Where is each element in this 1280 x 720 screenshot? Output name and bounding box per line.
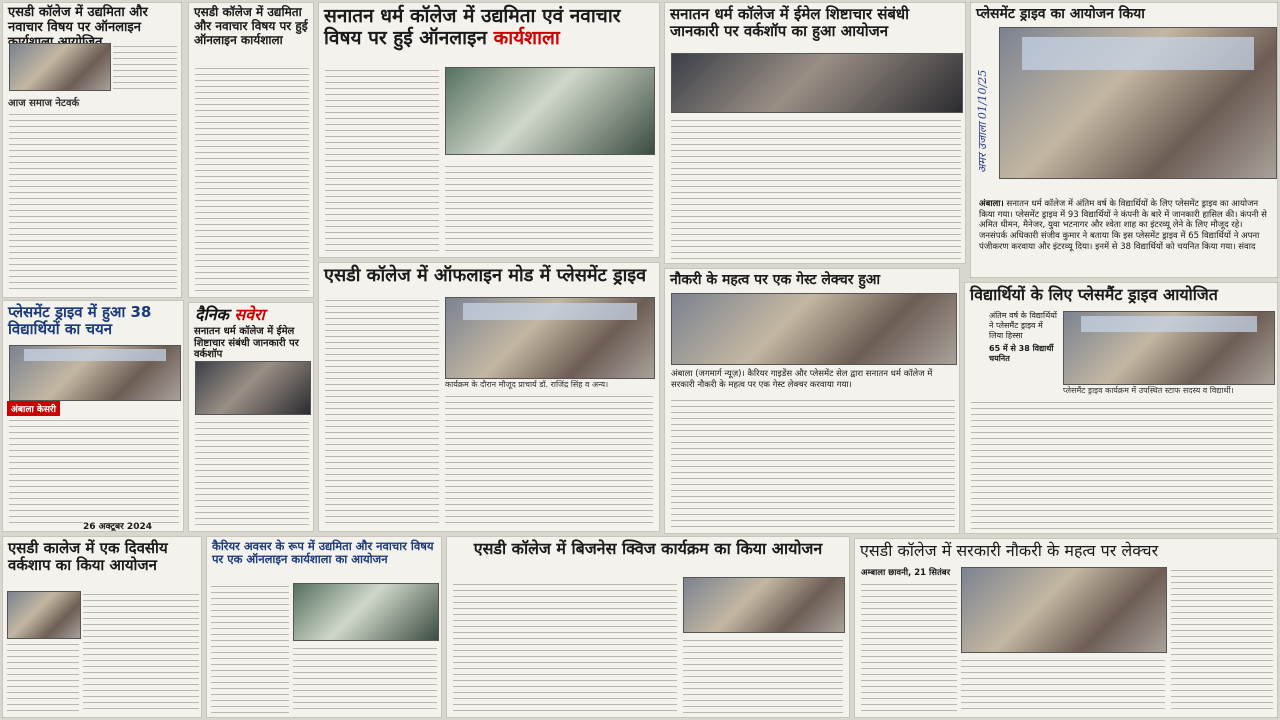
article-body: [979, 199, 1273, 252]
edition: अंबाला केसरी: [7, 401, 60, 416]
headline: एसडी कॉलेज में ऑफलाइन मोड में प्लेसमेंट ड्राइव: [324, 265, 647, 286]
headline: सनातन धर्म कॉलेज में ईमेल शिष्टाचार संबंधी जानकारी पर वर्कशॉप: [194, 326, 299, 360]
headline: सनातन धर्म कॉलेज में ईमेल शिष्टाचार संबंधी जानकारी पर वर्कशॉप का हुआ आयोजन: [670, 5, 910, 41]
masthead-word-1: दैनिक: [195, 305, 229, 324]
body-text: [671, 397, 955, 529]
body-text-left: [325, 297, 439, 527]
bullets: [989, 311, 1059, 364]
clipping-dainik-savera: [188, 302, 314, 532]
photo-email-workshop: [195, 361, 311, 415]
body-text-right: [445, 393, 653, 527]
clipping-one-day-workshop: [2, 536, 202, 718]
body-text: [195, 65, 309, 293]
body-text-left: [211, 583, 289, 713]
body-text-right: [445, 163, 653, 253]
body-text-left: [325, 67, 439, 253]
photo-lecture: [961, 567, 1167, 653]
photo-workshop: [671, 53, 963, 113]
date: 26 अक्टूबर 2024: [83, 519, 152, 532]
clipping-placement-38: [2, 300, 184, 532]
clipping-business-quiz: [446, 536, 850, 718]
headline: एसडी कॉलेज में सरकारी नौकरी के महत्व पर लेक्चर: [860, 541, 1159, 560]
headline: एसडी कॉलेज में उद्यमिता और नवाचार विषय पर हुई ऑनलाइन कार्यशाला: [194, 5, 308, 47]
headline: एसडी कॉलेज में उद्यमिता और नवाचार विषय पर ऑनलाइन: [8, 5, 148, 35]
masthead-word-2: सवेरा: [234, 305, 265, 324]
clipping-email-etiquette: [664, 2, 966, 264]
body-text: [9, 111, 177, 293]
masthead: [195, 303, 265, 325]
body-text-right: [293, 645, 437, 713]
bullet-2: 65 में से 38 विद्यार्थी चयनित: [989, 344, 1054, 363]
photo-online-session: [9, 43, 111, 91]
photo-guest-lecture: [671, 293, 957, 365]
photo-caption: कार्यक्रम के दौरान मौजूद प्राचार्य डॉ. राजिंद्र सिंह व अन्य।: [445, 379, 653, 390]
body-text-mid: [961, 657, 1165, 713]
clipping-placement-drive-2: [964, 282, 1278, 534]
edition-label: [7, 401, 60, 416]
dateline: अंबाला।: [979, 199, 1004, 209]
article-text: सनातन धर्म कॉलेज में अंतिम वर्ष के विद्यार्थियों के लिए प्लेसमेंट ड्राइव का आयोजन किया गया। प्लेसमेंट ड्राइव में 93 विद्यार्थियों ने कंपनी के बारे में जानकारी हासिल की। कंपनी से अमित धीमन, मैनेजर, युवा भटनागर और श्वेता शाह का इंटरव्यू लेने के लिए मौजूद रहे। जनसंपर्क अधिकारी संजीव कुमार ने बताया कि इस प्लेसमेंट ड्राइव में 65 विद्यार्थियों ने अपना पंजीकरण करवाया और इंटरव्यू दिया। इनमें से 38 विद्यार्थियों को चयनित किया गया।: [979, 199, 1267, 252]
side-text: [113, 43, 177, 93]
photo-group: [9, 345, 181, 401]
clipping-entrepreneurship-3: [318, 2, 660, 258]
body-text-right: [683, 637, 843, 713]
body-text-left: [7, 641, 79, 713]
photo-caption: प्लेसमैंट ड्राइव कार्यक्रम में उपस्थित स्टाफ सदस्य व विद्यार्थी।: [1063, 385, 1273, 396]
headline: प्लेसमेंट ड्राइव का आयोजन किया: [976, 6, 1145, 22]
headline: विद्यार्थियों के लिए प्लेसमैंट ड्राइव आयोजित: [970, 285, 1218, 304]
clipping-placement-drive-1: [970, 2, 1278, 278]
headline: एसडी कालेज में एक दिवसीय वर्कशाप का किया आयोजन: [8, 539, 168, 575]
photo-placement-stage: [445, 297, 655, 379]
photo-online-meeting: [445, 67, 655, 155]
clipping-govt-job-lecture: [854, 538, 1278, 718]
body-text: [971, 399, 1273, 529]
byline: आज समाज नेटवर्क: [8, 98, 80, 109]
body-text: [671, 117, 961, 259]
body-text-left: [453, 581, 677, 713]
photo-workshop: [7, 591, 81, 639]
clipping-entrepreneurship-2: [188, 2, 314, 298]
body-text: [9, 417, 179, 527]
photo-placement-drive: [1063, 311, 1275, 385]
headline: कैरियर अवसर के रूप में उद्यमिता और नवाचार विषय पर एक ऑनलाइन कार्यशाला का आयोजन: [212, 539, 434, 567]
photo-online-meeting: [293, 583, 439, 641]
headline: एसडी कॉलेज में बिजनेस क्विज कार्यक्रम का किया आयोजन: [473, 539, 823, 558]
headline: प्लेसमेंट ड्राइव में हुआ 38 विद्यार्थियों का चयन: [8, 303, 152, 339]
handwritten-note: अमर उजाला 01/10/25: [976, 69, 989, 173]
clipping-entrepreneurship-1: [2, 2, 182, 298]
body-text-right: [1171, 567, 1273, 713]
clipping-offline-placement: [318, 262, 660, 532]
photo-placement-group: [999, 27, 1277, 179]
clipping-guest-lecture: [664, 268, 960, 534]
body-text-left: [861, 581, 957, 713]
photo-quiz: [683, 577, 845, 633]
headline: नौकरी के महत्व पर एक गेस्ट लेक्चर हुआ: [670, 272, 881, 288]
body-text: [195, 419, 309, 527]
headline: सनातन धर्म कॉलेज में उद्यमिता एवं नवाचार विषय पर हुई ऑनलाइन: [324, 5, 621, 49]
clipping-career-entrepreneurship: [206, 536, 442, 718]
article-lead: अंबाला (जगमार्ग न्यूज़)। कैरियर गाइडेंस और प्लेसमेंट सेल द्वारा सनातन धर्म कॉलेज में सरकारी नौकरी के महत्व पर एक गेस्ट लेक्चर करवाया गया।: [671, 369, 933, 390]
source: संवाद: [1238, 241, 1256, 252]
headline-highlight: कार्यशाला: [493, 26, 560, 49]
dateline: अम्बाला छावनी, 21 सितंबर: [861, 568, 951, 578]
bullet-1: अंतिम वर्ष के विद्यार्थियों ने प्लेसमैंट ड्राइव में लिया हिस्सा: [989, 311, 1057, 340]
body-text: [83, 591, 199, 713]
